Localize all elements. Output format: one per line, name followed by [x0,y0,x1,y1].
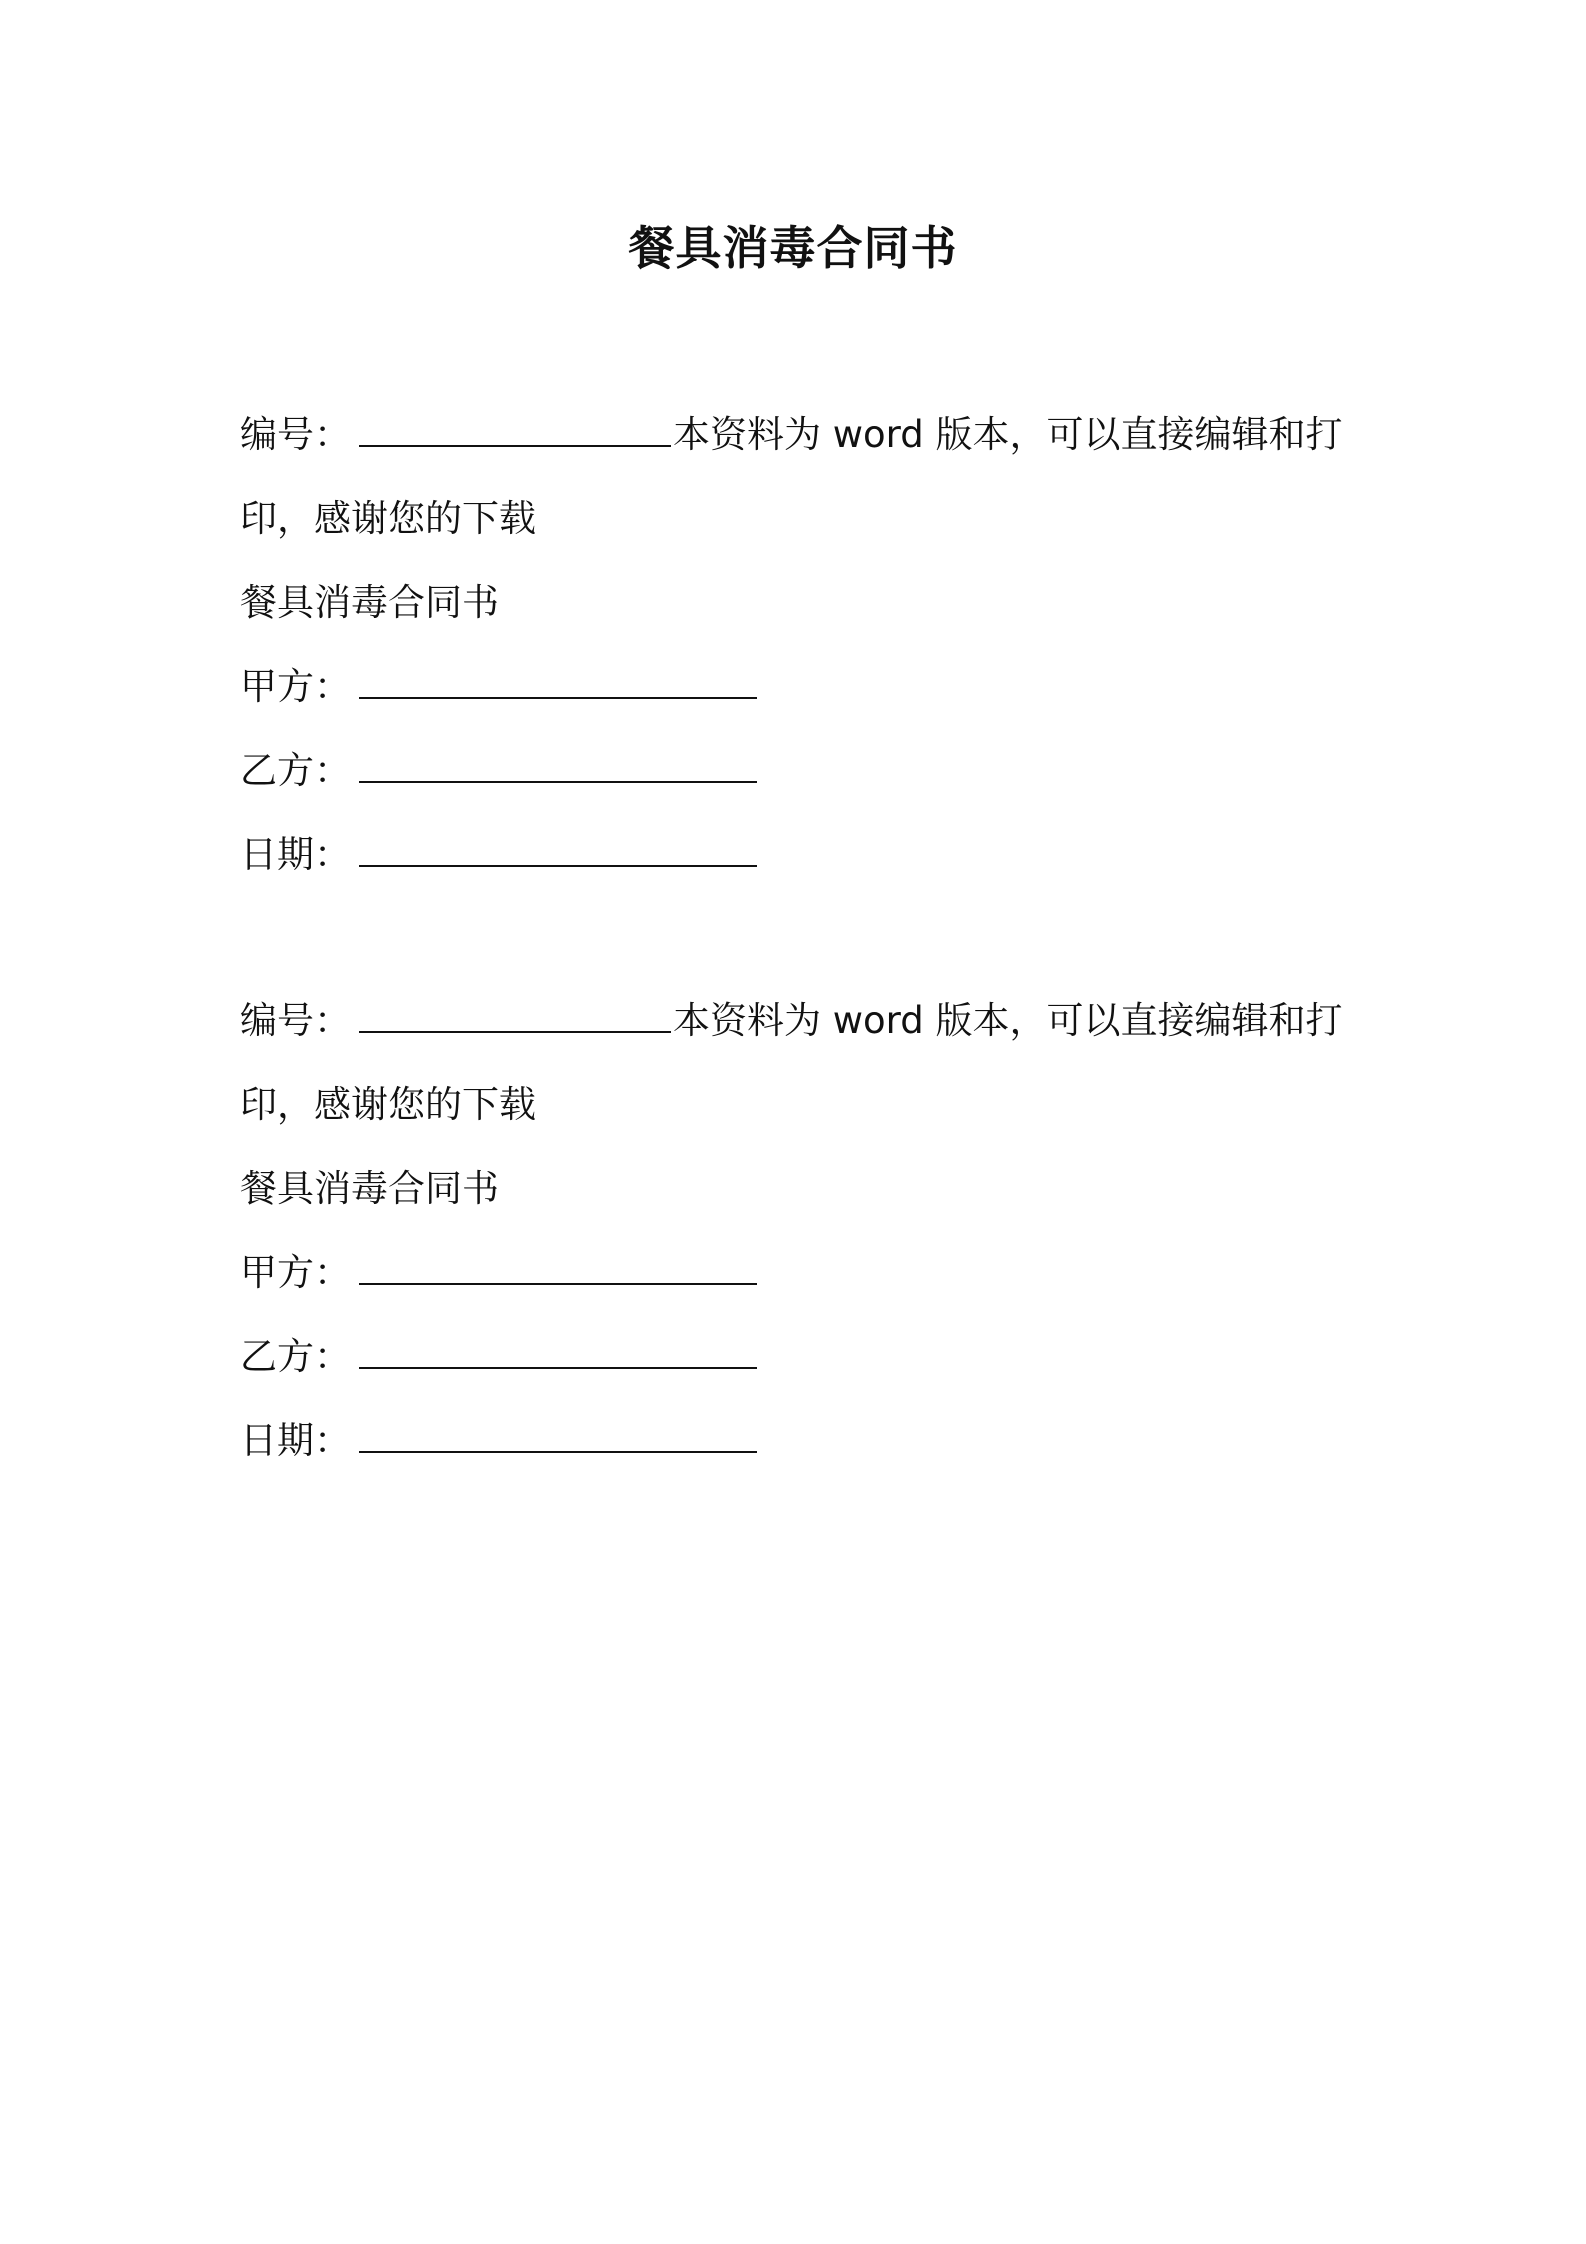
party-b-label: 乙方： [240,1335,351,1378]
date-blank[interactable] [359,831,757,867]
party-b-blank[interactable] [359,747,757,783]
notice-continuation: 印，感谢您的下载 [240,1083,536,1126]
date-line [240,830,1360,914]
party-a-line [240,662,1360,746]
party-a-label: 甲方： [240,1251,351,1294]
notice-text: 本资料为 word 版本，可以直接编辑和打 [673,413,1343,456]
date-label: 日期： [240,1419,351,1462]
serial-line [240,996,1360,1080]
date-label: 日期： [240,833,351,876]
serial-line [240,410,1360,494]
serial-label: 编号： [240,413,351,456]
party-b-blank[interactable] [359,1333,757,1369]
contract-subtitle: 餐具消毒合同书 [240,581,499,624]
party-a-label: 甲方： [240,665,351,708]
contract-block-2 [240,996,1360,1500]
date-blank[interactable] [359,1417,757,1453]
date-line [240,1416,1360,1500]
party-a-blank[interactable] [359,1249,757,1285]
party-b-line [240,746,1360,830]
notice-continuation: 印，感谢您的下载 [240,497,536,540]
party-b-label: 乙方： [240,749,351,792]
notice-text: 本资料为 word 版本，可以直接编辑和打 [673,999,1343,1042]
serial-blank[interactable] [359,411,671,447]
contract-block-1 [240,410,1360,914]
contract-subtitle: 餐具消毒合同书 [240,1167,499,1210]
party-a-line [240,1248,1360,1332]
document-title: 餐具消毒合同书 [628,221,958,275]
serial-blank[interactable] [359,997,671,1033]
serial-label: 编号： [240,999,351,1042]
party-b-line [240,1332,1360,1416]
party-a-blank[interactable] [359,663,757,699]
